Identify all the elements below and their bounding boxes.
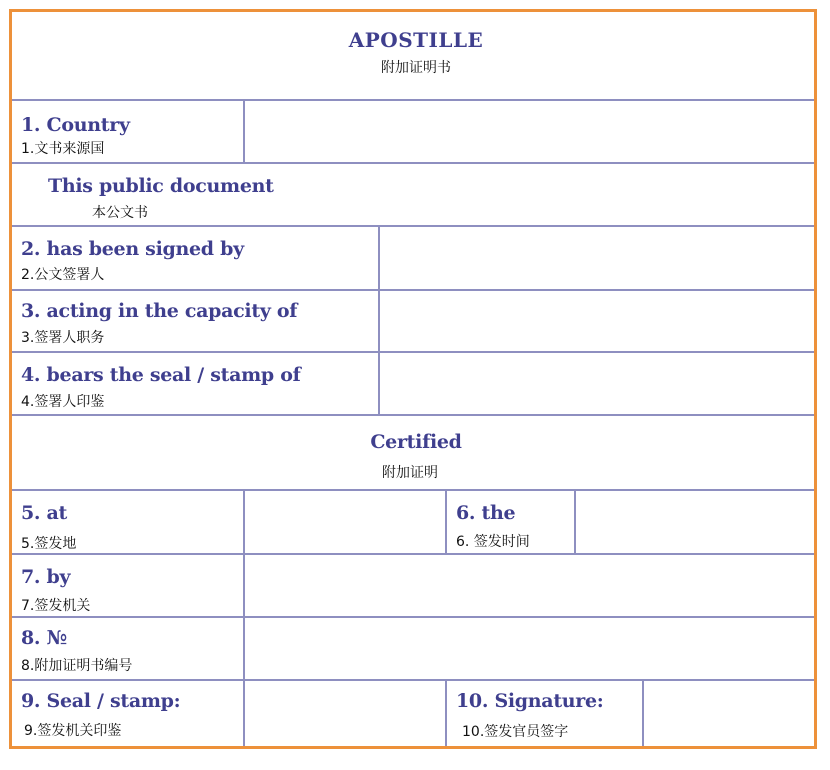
- date-field[interactable]: [577, 492, 812, 552]
- rule: [12, 414, 814, 416]
- rule: [642, 679, 644, 746]
- rule: [445, 679, 447, 746]
- by-label-zh: 7.签发机关: [21, 598, 91, 614]
- signed-by-label: 2. has been signed by: [21, 238, 244, 260]
- public-document-heading-zh: 本公文书: [92, 205, 148, 221]
- by-label: 7. by: [21, 566, 71, 588]
- seal-stamp-label-zh: 9.签发机关印鉴: [24, 723, 122, 739]
- certified-heading: Certified: [370, 431, 462, 453]
- capacity-field[interactable]: [381, 292, 812, 350]
- signature-label-zh: 10.签发官员签字: [462, 724, 569, 740]
- rule: [12, 616, 814, 618]
- rule: [12, 489, 814, 491]
- signature-label: 10. Signature:: [456, 690, 604, 712]
- rule: [12, 162, 814, 164]
- capacity-label: 3. acting in the capacity of: [21, 300, 298, 322]
- rule: [12, 351, 814, 353]
- country-label: 1. Country: [21, 114, 130, 136]
- number-label-zh: 8.附加证明书编号: [21, 658, 133, 674]
- seal-stamp-label: 9. Seal / stamp:: [21, 690, 181, 712]
- country-label-zh: 1.文书来源国: [21, 141, 105, 157]
- date-label-zh: 6. 签发时间: [456, 534, 530, 550]
- at-label-zh: 5.签发地: [21, 536, 77, 552]
- signed-by-field[interactable]: [381, 228, 812, 288]
- number-label: 8. №: [21, 627, 67, 649]
- seal-of-label-zh: 4.签署人印鉴: [21, 394, 105, 410]
- rule: [378, 225, 380, 414]
- rule: [243, 489, 245, 746]
- certified-heading-zh: 附加证明: [382, 465, 438, 481]
- rule: [574, 489, 576, 553]
- signature-field[interactable]: [645, 682, 812, 744]
- form-title-zh: 附加证明书: [381, 60, 451, 76]
- authority-field[interactable]: [246, 556, 812, 615]
- seal-stamp-field[interactable]: [246, 682, 444, 744]
- signed-by-label-zh: 2.公文签署人: [21, 267, 105, 283]
- seal-of-field[interactable]: [381, 354, 812, 413]
- at-label: 5. at: [21, 502, 68, 524]
- capacity-label-zh: 3.签署人职务: [21, 330, 105, 346]
- date-label: 6. the: [456, 502, 516, 524]
- rule: [445, 489, 447, 553]
- number-field[interactable]: [246, 619, 812, 678]
- rule: [12, 553, 814, 555]
- country-field[interactable]: [246, 102, 812, 161]
- rule: [12, 679, 814, 681]
- seal-of-label: 4. bears the seal / stamp of: [21, 364, 301, 386]
- rule: [12, 99, 814, 101]
- public-document-heading: This public document: [48, 175, 274, 197]
- rule: [243, 99, 245, 162]
- form-title: APOSTILLE: [348, 28, 484, 52]
- rule: [12, 225, 814, 227]
- place-field[interactable]: [246, 492, 444, 552]
- rule: [12, 289, 814, 291]
